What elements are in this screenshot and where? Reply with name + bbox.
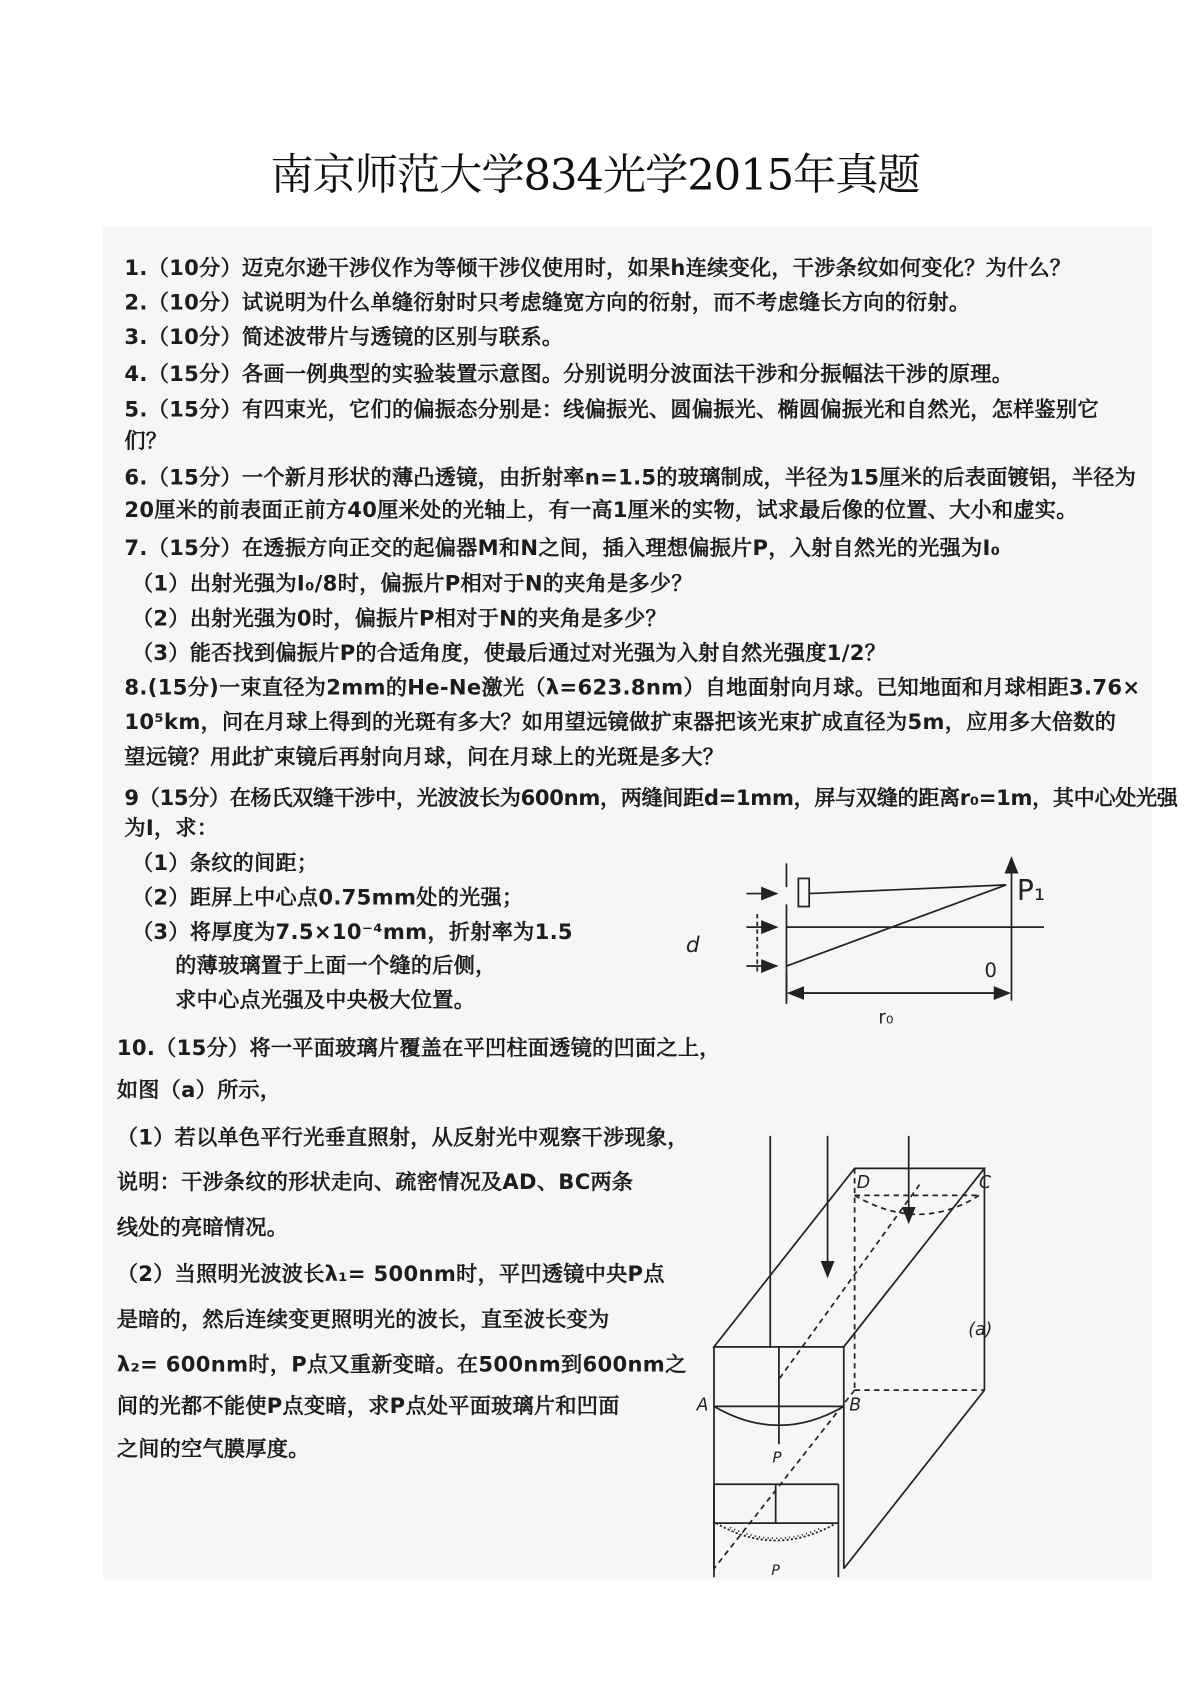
question-3: 3.（10分）简述波带片与透镜的区别与联系。 — [124, 324, 564, 350]
double-slit-diagram — [746, 858, 1046, 1004]
question-10-part-1-cont-2: 线处的亮暗情况。 — [116, 1214, 289, 1240]
question-10-part-1: （1）若以单色平行光垂直照射，从反射光中观察干涉现象， — [116, 1125, 689, 1150]
question-6-cont: 20厘米的前表面正前方40厘米处的光轴上，有一高1厘米的实物，试求最后像的位置、大小和虚实。 — [124, 497, 1078, 523]
question-1: 1.（10分）迈克尔逊干涉仪作为等倾干涉仪使用时，如果h连续变化，干涉条纹如何变化？为什么？ — [124, 255, 1072, 281]
label-d-point: D — [856, 1172, 871, 1193]
label-p-section: P — [771, 1563, 780, 1580]
question-9-part-1: （1）条纹的间距； — [131, 850, 319, 876]
cylindrical-lens-diagram — [714, 1136, 984, 1569]
question-6: 6.（15分）一个新月形状的薄凸透镜，由折射率n=1.5的玻璃制成，半径为15厘米的后表面镀铝，半径为 — [124, 465, 1137, 491]
label-c: C — [979, 1172, 992, 1193]
question-8-cont-2: 望远镜？用此扩束镜后再射向月球，问在月球上的光斑是多大？ — [124, 744, 725, 770]
question-10: 10.（15分）将一平面玻璃片覆盖在平凹柱面透镜的凹面之上， — [116, 1035, 721, 1061]
question-10-part-2: （2）当照明光波波长λ₁= 500nm时，平凹透镜中央P点 — [116, 1261, 665, 1287]
question-9: 9（15分）在杨氏双缝干涉中，光波波长为600nm，两缝间距d=1mm，屏与双缝的距离r₀=1m，其中心处光强 — [124, 785, 1178, 811]
question-7-part-3: （3）能否找到偏振片P的合适角度，使最后通过对光强为入射自然光强度1/2？ — [131, 640, 887, 666]
question-9-part-3: （3）将厚度为7.5×10⁻⁴mm，折射率为1.5 — [131, 919, 573, 945]
question-9-cont: 为I，求： — [124, 815, 219, 841]
label-p: P — [772, 1448, 782, 1467]
label-r0: r₀ — [878, 1007, 894, 1029]
question-10-part-2-cont-4: 之间的空气膜厚度。 — [116, 1436, 310, 1462]
question-7-part-1: （1）出射光强为I₀/8时，偏振片P相对于N的夹角是多少？ — [131, 571, 693, 597]
question-10-part-2-cont-2: λ₂= 600nm时，P点又重新变暗。在500nm到600nm之 — [116, 1352, 687, 1378]
question-9-part-3-cont-2: 求中心点光强及中央极大位置。 — [175, 987, 476, 1013]
question-9-part-2: （2）距屏上中心点0.75mm处的光强； — [131, 884, 524, 910]
question-2: 2.（10分）试说明为什么单缝衍射时只考虑缝宽方向的衍射，而不考虑缝长方向的衍射。 — [124, 289, 971, 315]
label-a: A — [696, 1395, 709, 1416]
label-p1: P₁ — [1016, 874, 1046, 908]
question-5: 5.（15分）有四束光，它们的偏振态分别是：线偏振光、圆偏振光、椭圆偏振光和自然光，怎样鉴别它 — [124, 397, 1099, 422]
question-10-cont: 如图（a）所示， — [116, 1077, 282, 1103]
label-o: 0 — [984, 958, 997, 982]
label-d: d — [685, 932, 700, 958]
page-title: 南京师范大学834光学2015年真题 — [270, 150, 920, 201]
question-8-cont-1: 10⁵km，问在月球上得到的光斑有多大？如用望远镜做扩束器把该光束扩成直径为5m，应用多大倍数的 — [124, 709, 1117, 735]
question-7: 7.（15分）在透振方向正交的起偏器M和N之间，插入理想偏振片P，入射自然光的光强为I₀ — [124, 535, 1001, 561]
figure-caption-a: (a) — [968, 1319, 993, 1340]
question-10-part-2-cont-1: 是暗的，然后连续变更照明光的波长，直至波长变为 — [116, 1306, 610, 1332]
question-5-cont: 们？ — [124, 428, 168, 454]
question-4: 4.（15分）各画一例典型的实验装置示意图。分别说明分波面法干涉和分振幅法干涉的原理。 — [124, 361, 1014, 387]
label-b: B — [849, 1395, 862, 1416]
question-10-part-1-cont-1: 说明：干涉条纹的形状走向、疏密情况及AD、BC两条 — [116, 1169, 634, 1195]
question-10-part-2-cont-3: 间的光都不能使P点变暗，求P点处平面玻璃片和凹面 — [116, 1393, 620, 1419]
question-8: 8.(15分)一束直径为2mm的He-Ne激光（λ=623.8nm）自地面射向月球。已知地面和月球相距3.76× — [124, 675, 1141, 700]
question-7-part-2: （2）出射光强为0时，偏振片P相对于N的夹角是多少？ — [131, 605, 667, 631]
question-9-part-3-cont-1: 的薄玻璃置于上面一个缝的后侧， — [175, 953, 497, 978]
